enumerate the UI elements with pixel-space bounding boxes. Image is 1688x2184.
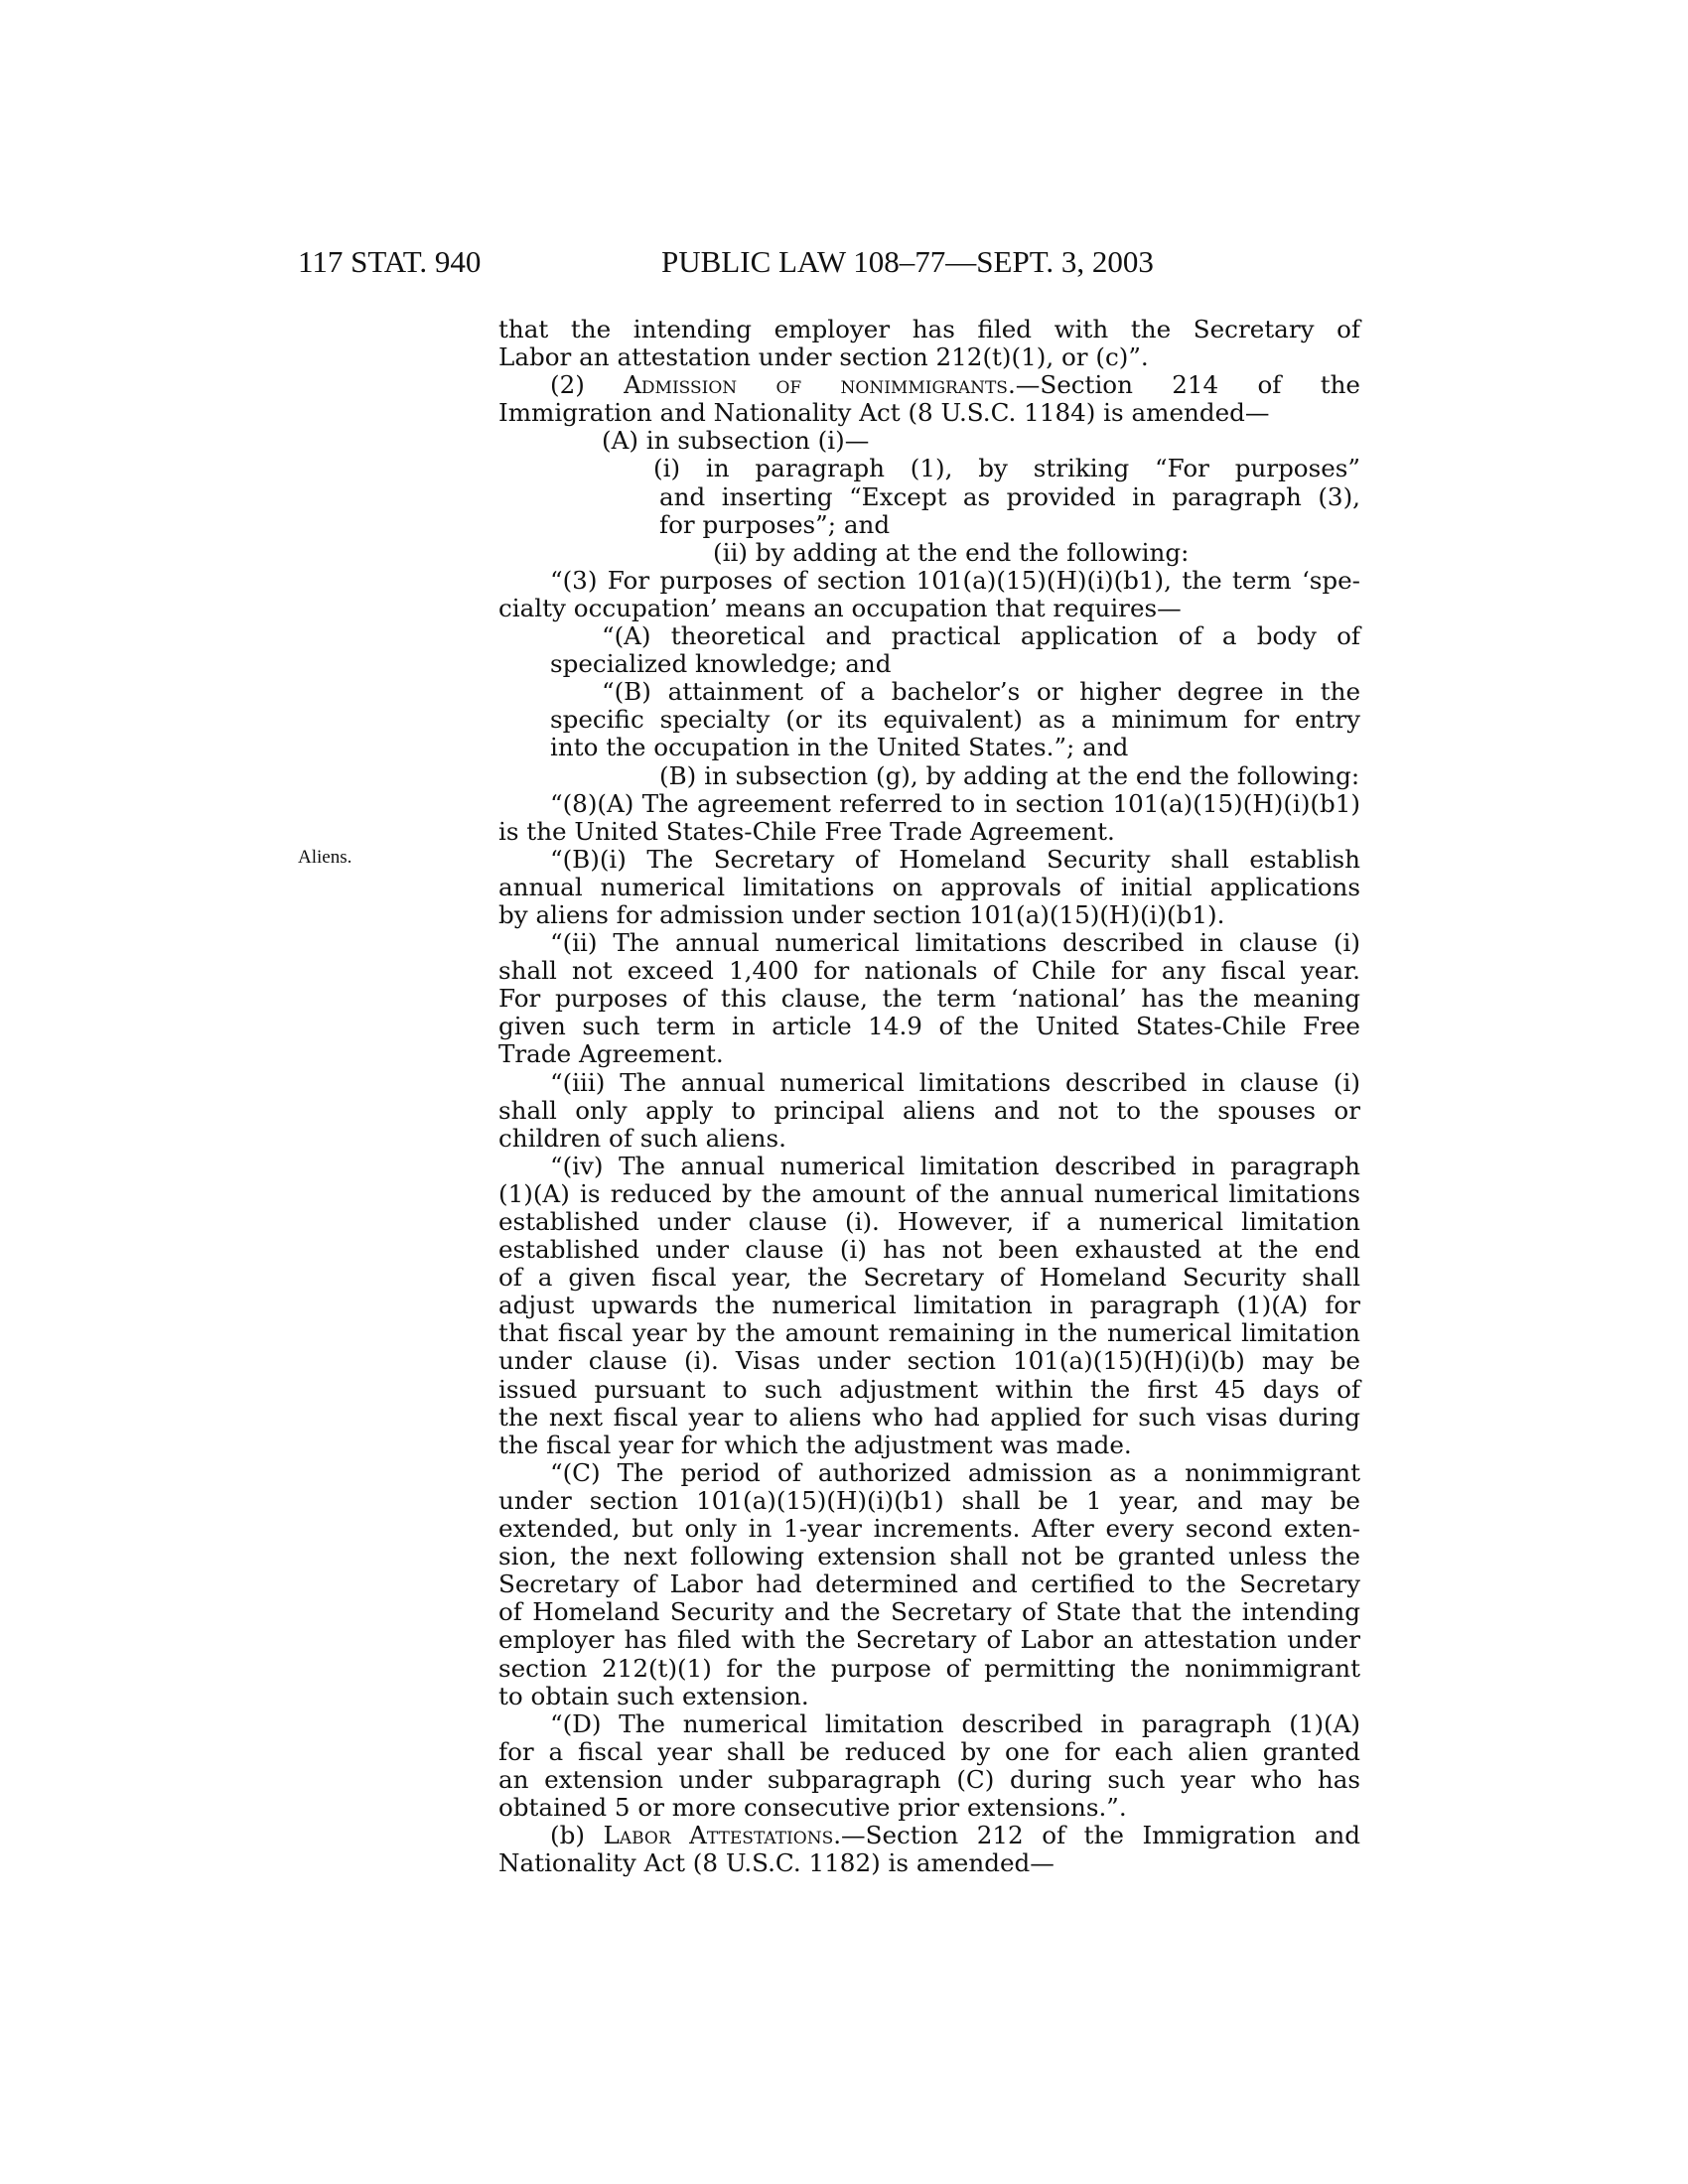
- line-text: (A) in subsection (i)—: [602, 426, 870, 456]
- paragraph-designator: (2): [550, 370, 625, 400]
- line-text: “(D) The numerical limitation described in paragraph (1)(A): [550, 1708, 1360, 1738]
- text-line: [498, 1570, 1360, 1598]
- text-line: [498, 901, 1360, 929]
- text-line: [498, 650, 1360, 678]
- text-line: [498, 1849, 1360, 1877]
- line-text: Secretary of Labor had determined and certified to the Secretary: [498, 1570, 1360, 1599]
- line-text: employer has filed with the Secretary of Labor an attestation under: [498, 1625, 1360, 1655]
- line-text: “(B) attainment of a bachelor’s or higher degree in the: [602, 677, 1360, 707]
- line-text: for a fiscal year shall be reduced by one for each alien granted: [498, 1736, 1360, 1766]
- text-line: [498, 1822, 1360, 1849]
- running-header: [298, 244, 1360, 284]
- line-text: .—Section 214 of the: [1007, 370, 1360, 400]
- line-text: an extension under subparagraph (C) during such year who has: [498, 1764, 1360, 1794]
- text-line: [498, 1598, 1360, 1626]
- text-line: [498, 1208, 1360, 1236]
- text-line: [498, 1180, 1360, 1208]
- line-text: that fiscal year by the amount remaining in the numerical limitation: [498, 1318, 1360, 1348]
- statute-body-text: [498, 316, 1360, 1877]
- text-line: [498, 985, 1360, 1013]
- line-text: “(ii) The annual numerical limitations described in clause (i): [550, 928, 1360, 958]
- line-text: specific specialty (or its equivalent) as a minimum for entry: [550, 705, 1360, 735]
- line-text: under section 101(a)(15)(H)(i)(b1) shall be 1 year, and may be: [498, 1485, 1360, 1515]
- line-text: For purposes of this clause, the term ‘national’ has the meaning: [498, 984, 1360, 1014]
- line-text: children of such aliens.: [498, 1123, 786, 1153]
- section-heading: Labor Attestations: [603, 1821, 834, 1850]
- line-text: cialty occupation’ means an occupation that requires—: [498, 593, 1182, 622]
- text-line: [498, 316, 1360, 343]
- text-line: [498, 846, 1360, 874]
- text-line: [498, 1738, 1360, 1766]
- line-text: of a given fiscal year, the Secretary of Homeland Security shall: [498, 1263, 1360, 1293]
- line-text: shall only apply to principal aliens and not to the spouses or: [498, 1095, 1360, 1125]
- line-text: “(C) The period of authorized admission as a nonimmigrant: [550, 1457, 1360, 1487]
- text-line: [498, 1097, 1360, 1125]
- text-line: [498, 1794, 1360, 1822]
- line-text: and inserting “Except as provided in paragraph (3),: [659, 481, 1360, 511]
- line-text: obtained 5 or more consecutive prior extensions.”.: [498, 1792, 1127, 1822]
- line-text: issued pursuant to such adjustment within the first 45 days of: [498, 1374, 1360, 1404]
- line-text: Labor an attestation under section 212(t)(1), or (c)”.: [498, 342, 1149, 372]
- text-line: [498, 427, 1360, 455]
- line-text: under clause (i). Visas under section 101(a)(15)(H)(i)(b) may be: [498, 1346, 1360, 1376]
- line-text: Nationality Act (8 U.S.C. 1182) is amended—: [498, 1848, 1055, 1878]
- text-line: [498, 1543, 1360, 1570]
- line-text: the fiscal year for which the adjustment was made.: [498, 1430, 1132, 1459]
- text-line: [498, 1683, 1360, 1710]
- text-line: [498, 511, 1360, 539]
- text-line: [498, 790, 1360, 818]
- text-line: [498, 818, 1360, 846]
- text-line: [498, 567, 1360, 595]
- text-line: [498, 1655, 1360, 1683]
- text-line: [498, 1040, 1360, 1068]
- line-text: given such term in article 14.9 of the United States-Chile Free: [498, 1012, 1360, 1041]
- text-line: [498, 1487, 1360, 1515]
- text-line: [498, 1236, 1360, 1264]
- text-line: [498, 1153, 1360, 1180]
- text-line: [498, 874, 1360, 901]
- line-text: (1)(A) is reduced by the amount of the annual numerical limitations: [498, 1178, 1360, 1208]
- text-line: [498, 929, 1360, 957]
- text-line: [498, 595, 1360, 622]
- text-line: [498, 1264, 1360, 1292]
- text-line: [498, 539, 1360, 567]
- line-text: Trade Agreement.: [498, 1039, 724, 1069]
- text-line: [498, 371, 1360, 399]
- line-text: “(A) theoretical and practical application of a body of: [602, 621, 1360, 651]
- line-text: sion, the next following extension shall not be granted unless the: [498, 1542, 1360, 1571]
- text-line: [498, 1069, 1360, 1097]
- line-text: “(iii) The annual numerical limitations described in clause (i): [550, 1067, 1360, 1097]
- text-line: [498, 399, 1360, 427]
- text-line: [498, 1347, 1360, 1375]
- line-text: the next fiscal year to aliens who had applied for such visas during: [498, 1402, 1360, 1432]
- public-law-title: PUBLIC LAW 108–77—SEPT. 3, 2003: [661, 244, 1154, 279]
- text-line: [498, 343, 1360, 371]
- text-line: [498, 1319, 1360, 1347]
- text-line: [498, 678, 1360, 706]
- text-line: [498, 734, 1360, 761]
- paragraph-designator: (b): [550, 1821, 604, 1850]
- text-line: [498, 455, 1360, 482]
- line-text: “(3) For purposes of section 101(a)(15)(H)(i)(b1), the term ‘spe-: [550, 565, 1360, 595]
- line-text: .—Section 212 of the Immigration and: [833, 1821, 1360, 1850]
- text-line: [498, 957, 1360, 985]
- line-text: that the intending employer has filed with the Secretary of: [498, 315, 1360, 343]
- line-text: (i) in paragraph (1), by striking “For purposes”: [653, 454, 1360, 483]
- line-text: is the United States-Chile Free Trade Agreement.: [498, 816, 1115, 846]
- text-line: [498, 1710, 1360, 1738]
- text-line: [498, 1432, 1360, 1459]
- line-text: (B) in subsection (g), by adding at the end the following:: [659, 760, 1360, 790]
- line-text: into the occupation in the United States.”; and: [550, 733, 1129, 762]
- text-line: [498, 1013, 1360, 1040]
- line-text: section 212(t)(1) for the purpose of permitting the nonimmigrant: [498, 1653, 1360, 1683]
- text-line: [498, 622, 1360, 650]
- line-text: extended, but only in 1-year increments. After every second exten-: [498, 1514, 1360, 1544]
- line-text: annual numerical limitations on approvals of initial applications: [498, 872, 1360, 901]
- line-text: specialized knowledge; and: [550, 649, 892, 679]
- line-text: “(B)(i) The Secretary of Homeland Security shall establish: [550, 844, 1360, 874]
- line-text: (ii) by adding at the end the following:: [713, 537, 1190, 567]
- text-line: [498, 1125, 1360, 1153]
- section-heading: Admission of nonimmigrants: [624, 370, 1008, 400]
- line-text: to obtain such extension.: [498, 1681, 809, 1710]
- statute-page-number: 117 STAT. 940: [298, 244, 482, 279]
- line-text: of Homeland Security and the Secretary of State that the intending: [498, 1597, 1360, 1627]
- text-line: [498, 762, 1360, 790]
- line-text: for purposes”; and: [659, 509, 891, 539]
- text-line: [498, 1376, 1360, 1404]
- text-line: [498, 1404, 1360, 1432]
- text-line: [498, 1766, 1360, 1794]
- line-text: “(iv) The annual numerical limitation described in paragraph: [550, 1151, 1360, 1180]
- text-line: [498, 1459, 1360, 1487]
- text-line: [498, 1515, 1360, 1543]
- line-text: established under clause (i) has not been exhausted at the end: [498, 1235, 1360, 1265]
- text-line: [498, 706, 1360, 734]
- margin-note: Aliens.: [298, 847, 352, 868]
- line-text: “(8)(A) The agreement referred to in section 101(a)(15)(H)(i)(b1): [550, 788, 1360, 818]
- text-line: [498, 1626, 1360, 1654]
- text-line: [498, 1292, 1360, 1319]
- line-text: Immigration and Nationality Act (8 U.S.C. 1184) is amended—: [498, 398, 1270, 428]
- line-text: adjust upwards the numerical limitation in paragraph (1)(A) for: [498, 1291, 1360, 1320]
- line-text: shall not exceed 1,400 for nationals of Chile for any fiscal year.: [498, 956, 1360, 986]
- line-text: by aliens for admission under section 101(a)(15)(H)(i)(b1).: [498, 899, 1225, 929]
- line-text: established under clause (i). However, if a numerical limitation: [498, 1207, 1360, 1236]
- text-line: [498, 483, 1360, 511]
